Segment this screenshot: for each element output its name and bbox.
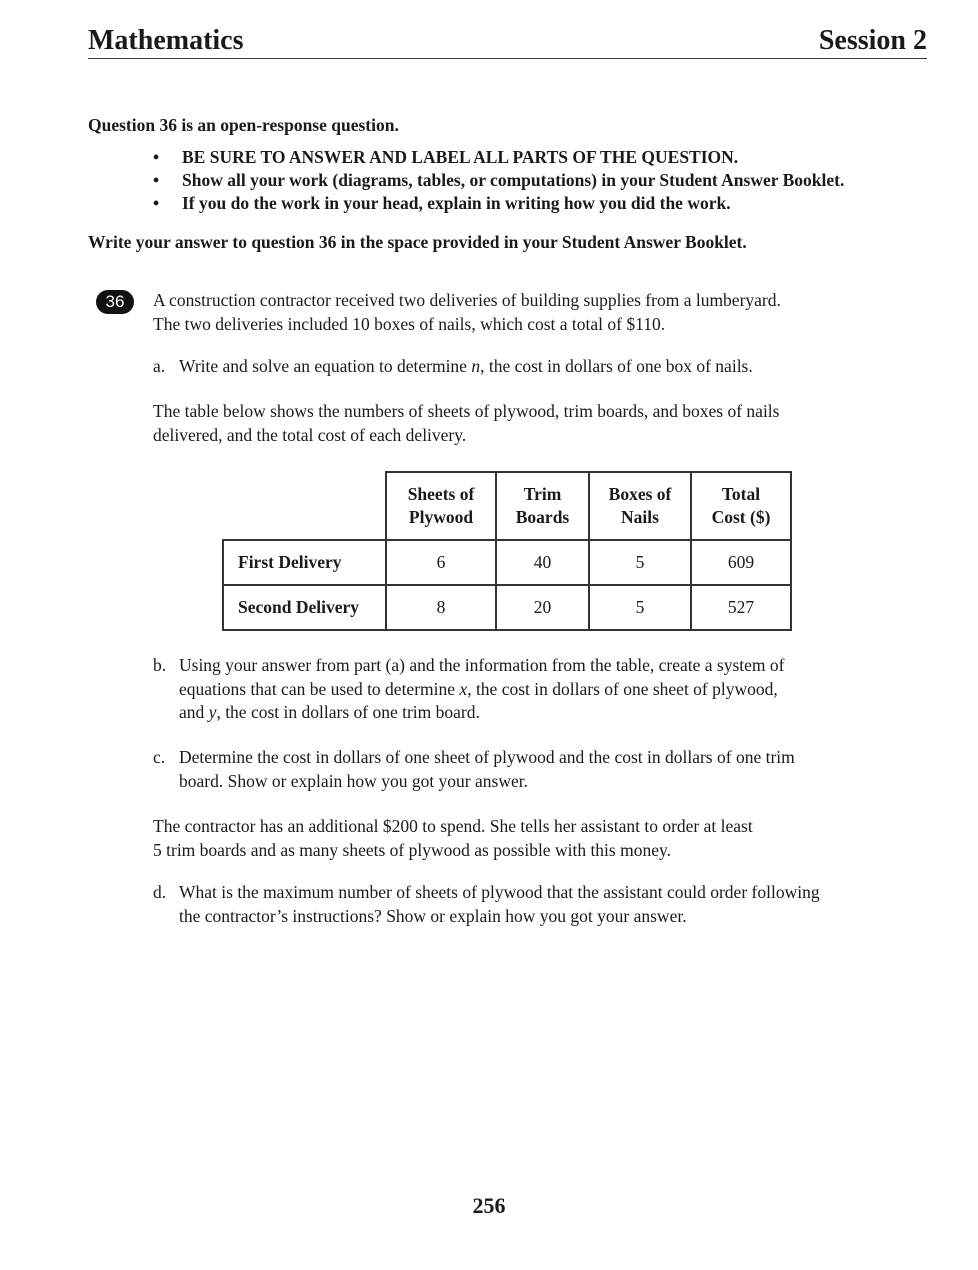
bullet-icon: • <box>153 193 160 213</box>
instruction-item: • Show all your work (diagrams, tables, or computations) in your Student Answer Booklet. <box>153 170 845 190</box>
part-d-label: d. <box>153 882 167 902</box>
table-cell: 5 <box>589 540 691 585</box>
part-d <box>153 881 933 929</box>
part-a <box>153 355 893 379</box>
part-c-label: c. <box>153 747 166 767</box>
table-row <box>223 540 791 585</box>
column-header: Boxes of Nails <box>589 472 691 540</box>
table-cell: 8 <box>386 585 496 630</box>
part-b-label: b. <box>153 655 167 675</box>
additional-budget-text: The contractor has an additional $200 to spend. She tells her assistant to order at least 5 trim boards and as many sheets of plywood as possible with this money. <box>153 816 753 860</box>
column-header: Trim Boards <box>496 472 589 540</box>
row-label: First Delivery <box>223 540 386 585</box>
question-stem: A construction contractor received two deliveries of building supplies from a lumberyard. The two deliveries included 10 boxes of nails, which cost a total of $110. <box>153 290 781 334</box>
question-number-badge: 36 <box>96 290 134 314</box>
table-cell: 40 <box>496 540 589 585</box>
part-b <box>153 654 913 726</box>
part-b-text: Using your answer from part (a) and the information from the table, create a system of equations that can be used to determine x, the cost in dollars of one sheet of plywood, and y, the cost in dollars of one trim board. <box>179 655 785 722</box>
bullet-icon: • <box>153 147 160 167</box>
session-title: Session 2 <box>818 25 927 56</box>
table-cell: 6 <box>386 540 496 585</box>
table-cell: 609 <box>691 540 791 585</box>
row-label: Second Delivery <box>223 585 386 630</box>
open-response-title: Question 36 is an open-response question. <box>88 115 399 135</box>
instruction-item: • BE SURE TO ANSWER AND LABEL ALL PARTS OF THE QUESTION. <box>153 147 739 167</box>
table-intro: The table below shows the numbers of sheets of plywood, trim boards, and boxes of nails delivered, and the total cost of each delivery. <box>153 401 780 445</box>
subject-title: Mathematics <box>88 25 244 56</box>
part-c-text: Determine the cost in dollars of one sheet of plywood and the cost in dollars of one trim board. Show or explain how you got your answer. <box>179 747 795 791</box>
bullet-icon: • <box>153 170 160 190</box>
table-cell: 20 <box>496 585 589 630</box>
instruction-item: • If you do the work in your head, explain in writing how you did the work. <box>153 193 731 213</box>
part-c <box>153 746 913 794</box>
table-header-row <box>223 472 791 540</box>
instructions-list <box>153 146 844 215</box>
part-a-text: Write and solve an equation to determine n, the cost in dollars of one box of nails. <box>179 356 753 376</box>
part-d-text: What is the maximum number of sheets of plywood that the assistant could order following the contractor’s instructions? Show or explain how you got your answer. <box>179 882 820 926</box>
write-answer-instruction: Write your answer to question 36 in the space provided in your Student Answer Booklet. <box>88 232 747 252</box>
deliveries-table <box>222 471 792 631</box>
page-number: 256 <box>472 1193 506 1218</box>
table-row <box>223 585 791 630</box>
table-cell: 527 <box>691 585 791 630</box>
page-header <box>88 24 927 59</box>
table-cell: 5 <box>589 585 691 630</box>
part-a-label: a. <box>153 356 166 376</box>
column-header: Sheets of Plywood <box>386 472 496 540</box>
column-header: Total Cost ($) <box>691 472 791 540</box>
